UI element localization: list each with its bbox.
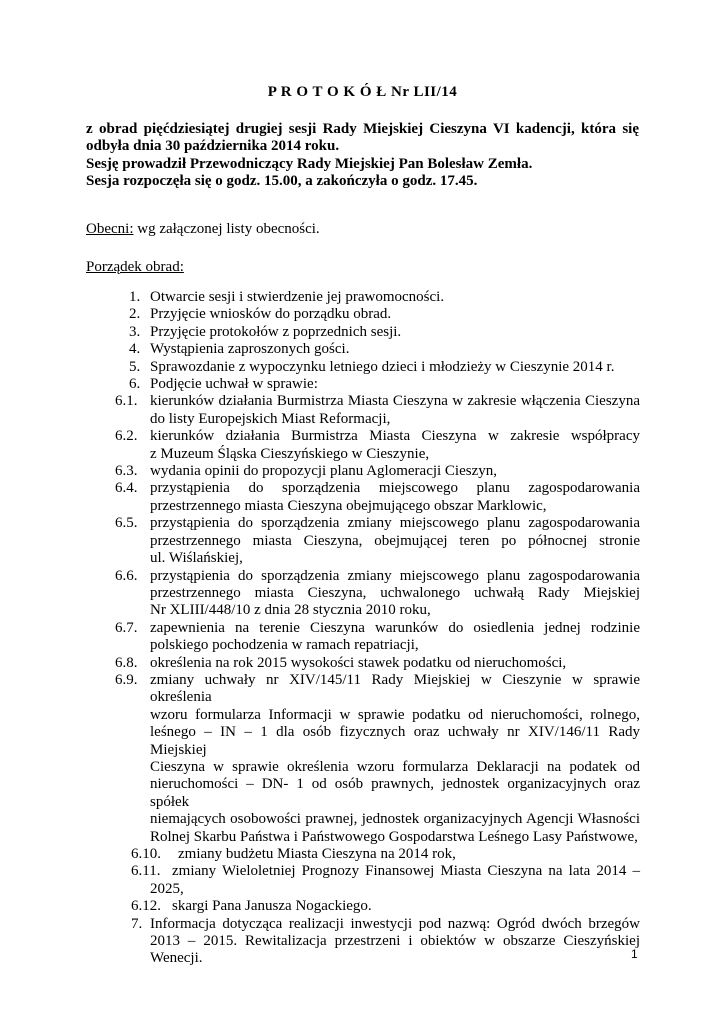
agenda-item-text: zapewnienia na terenie Cieszyna warunków do osiedlenia jednej rodzinie	[150, 619, 640, 636]
agenda-item-number: 6.7.	[115, 619, 138, 636]
agenda-item-text: Cieszyna w sprawie określenia wzoru formularza Deklaracji na podatek od	[150, 758, 640, 775]
agenda-item-number: 6.	[129, 376, 141, 393]
agenda-item	[0, 863, 725, 898]
agenda-item-text: przystąpienia do sporządzenia zmiany miejscowego planu zagospodarowania	[150, 567, 640, 584]
agenda-item-number: 4.	[129, 341, 141, 358]
agenda-item-text: polskiego pochodzenia w ramach repatriacji,	[150, 637, 419, 654]
agenda-item	[0, 480, 725, 515]
agenda-item-number: 6.5.	[115, 515, 138, 532]
agenda-item-text: zmiany uchwały nr XIV/145/11 Rady Miejskiej w Cieszynie w sprawie określenia	[150, 671, 640, 706]
agenda-item-number: 6.6.	[115, 567, 138, 584]
agenda-item-text: Nr XLIII/448/10 z dnia 28 stycznia 2010 roku,	[150, 602, 431, 619]
agenda-heading: Porządek obrad:	[86, 259, 184, 275]
agenda-item-text: przestrzennego miasta Cieszyna, uchwalonego uchwałą Rady Miejskiej	[150, 584, 640, 601]
agenda-item-number: 2.	[129, 306, 141, 323]
agenda-item-number: 6.11.	[131, 863, 161, 880]
agenda-item-text: niemających osobowości prawnej, jednostek organizacyjnych Agencji Własności	[150, 811, 640, 828]
agenda-item	[0, 655, 725, 672]
agenda-item	[0, 393, 725, 428]
agenda-item-number: 6.8.	[115, 654, 138, 671]
agenda-item	[0, 463, 725, 480]
agenda-item-text: Przyjęcie protokołów z poprzednich sesji.	[150, 323, 402, 340]
agenda-item-text: 2013 – 2015. Rewitalizacja przestrzeni i obiektów w obszarze Cieszyńskiej	[150, 933, 640, 950]
agenda-item	[0, 359, 725, 376]
agenda-item-text: Otwarcie sesji i stwierdzenie jej prawomocności.	[150, 289, 445, 305]
attendance-text: wg załączonej listy obecności.	[133, 221, 320, 237]
agenda-item-text: kierunków działania Burmistrza Miasta Cieszyna w zakresie współpracy	[150, 428, 640, 445]
agenda-item	[0, 324, 725, 341]
attendance-line	[86, 221, 639, 238]
agenda-item-text: zmiany budżetu Miasta Cieszyna na 2014 rok,	[178, 846, 456, 862]
agenda-item-text: leśnego – IN – 1 dla osób fizycznych oraz uchwały nr XIV/146/11 Rady Miejskiej	[150, 724, 640, 758]
page-number: 1	[631, 947, 638, 961]
agenda-item-text: określenia na rok 2015 wysokości stawek podatku od nieruchomości,	[150, 654, 567, 671]
agenda-item	[0, 376, 725, 393]
agenda-item-number: 3.	[129, 323, 141, 340]
agenda-item-text: skargi Pana Janusza Nogackiego.	[172, 898, 372, 915]
agenda-item	[0, 306, 725, 323]
agenda-item	[0, 898, 725, 915]
agenda-item	[0, 672, 725, 846]
agenda-item-number: 6.2.	[115, 428, 138, 445]
agenda-item-text: przystąpienia do sporządzenia zmiany miejscowego planu zagospodarowania	[150, 515, 640, 532]
agenda-item-number: 6.4.	[115, 480, 138, 497]
agenda-item-text: Przyjęcie wniosków do porządku obrad.	[150, 306, 392, 323]
agenda-item-text: wydania opinii do propozycji planu Aglomeracji Cieszyn,	[150, 463, 498, 480]
agenda-item-text: nieruchomości – DN- 1 od osób prawnych, jednostek organizacyjnych oraz spółek	[150, 776, 640, 810]
agenda-item-text: ul. Wiślańskiej,	[150, 550, 243, 567]
agenda-item-text: Wystąpienia zaproszonych gości.	[150, 341, 350, 358]
agenda-item	[0, 846, 725, 863]
session-header	[86, 121, 639, 191]
agenda-item-text: Rolnej Skarbu Państwa i Państwowego Gospodarstwa Leśnego Lasy Państwowe,	[150, 828, 638, 845]
agenda-item	[0, 341, 725, 358]
agenda-item	[0, 620, 725, 655]
agenda-item-text: Wenecji.	[150, 950, 203, 967]
agenda-item	[0, 428, 725, 463]
agenda-item	[0, 568, 725, 620]
agenda-item-number: 6.1.	[115, 393, 138, 410]
agenda-item-text: do listy Europejskich Miast Reformacji,	[150, 410, 391, 427]
agenda-item-text: przestrzennego miasta Cieszyna obejmującego obszar Marklowic,	[150, 497, 547, 514]
agenda-item-text: Podjęcie uchwał w sprawie:	[150, 376, 318, 393]
agenda-item-text: 2025,	[150, 880, 184, 897]
header-line: odbyła dnia 30 października 2014 roku.	[86, 138, 340, 155]
header-line: Sesja rozpoczęła się o godz. 15.00, a zakończyła o godz. 17.45.	[86, 173, 478, 190]
document-title: P R O T O K Ó Ł Nr LII/14	[267, 84, 458, 100]
header-line: z obrad pięćdziesiątej drugiej sesji Rady Miejskiej Cieszyna VI kadencji, która się	[86, 121, 639, 137]
agenda-item-text: zmiany Wieloletniej Prognozy Finansowej Miasta Cieszyna na lata 2014 –	[172, 863, 640, 880]
agenda-list	[0, 289, 725, 968]
agenda-item	[0, 289, 725, 306]
attendance-label: Obecni:	[86, 221, 134, 237]
agenda-item-text: Sprawozdanie z wypoczynku letniego dzieci i młodzieży w Cieszynie 2014 r.	[150, 358, 615, 375]
agenda-item-text: przystąpienia do sporządzenia miejscowego planu zagospodarowania	[150, 480, 640, 497]
agenda-item	[0, 916, 725, 968]
agenda-item-number: 7.	[131, 915, 143, 932]
agenda-item-number: 6.10.	[131, 846, 161, 862]
agenda-item-number: 6.3.	[115, 463, 138, 480]
agenda-item-text: kierunków działania Burmistrza Miasta Cieszyna w zakresie włączenia Cieszyna	[150, 393, 640, 410]
agenda-item-number: 1.	[129, 289, 141, 305]
agenda-item-text: z Muzeum Śląska Cieszyńskiego w Cieszynie,	[150, 445, 430, 462]
agenda-item-text: Informacja dotycząca realizacji inwestycji pod nazwą: Ogród dwóch brzegów	[150, 915, 640, 932]
header-line: Sesję prowadził Przewodniczący Rady Miejskiej Pan Bolesław Zemła.	[86, 155, 533, 172]
agenda-item	[0, 515, 725, 567]
agenda-item-number: 6.12.	[131, 898, 161, 915]
agenda-item-number: 6.9.	[115, 671, 138, 688]
agenda-item-number: 5.	[129, 358, 141, 375]
agenda-item-text: wzoru formularza Informacji w sprawie podatku od nieruchomości, rolnego,	[150, 706, 640, 723]
agenda-item-text: przestrzennego miasta Cieszyna, obejmującej teren po północnej stronie	[150, 532, 640, 549]
